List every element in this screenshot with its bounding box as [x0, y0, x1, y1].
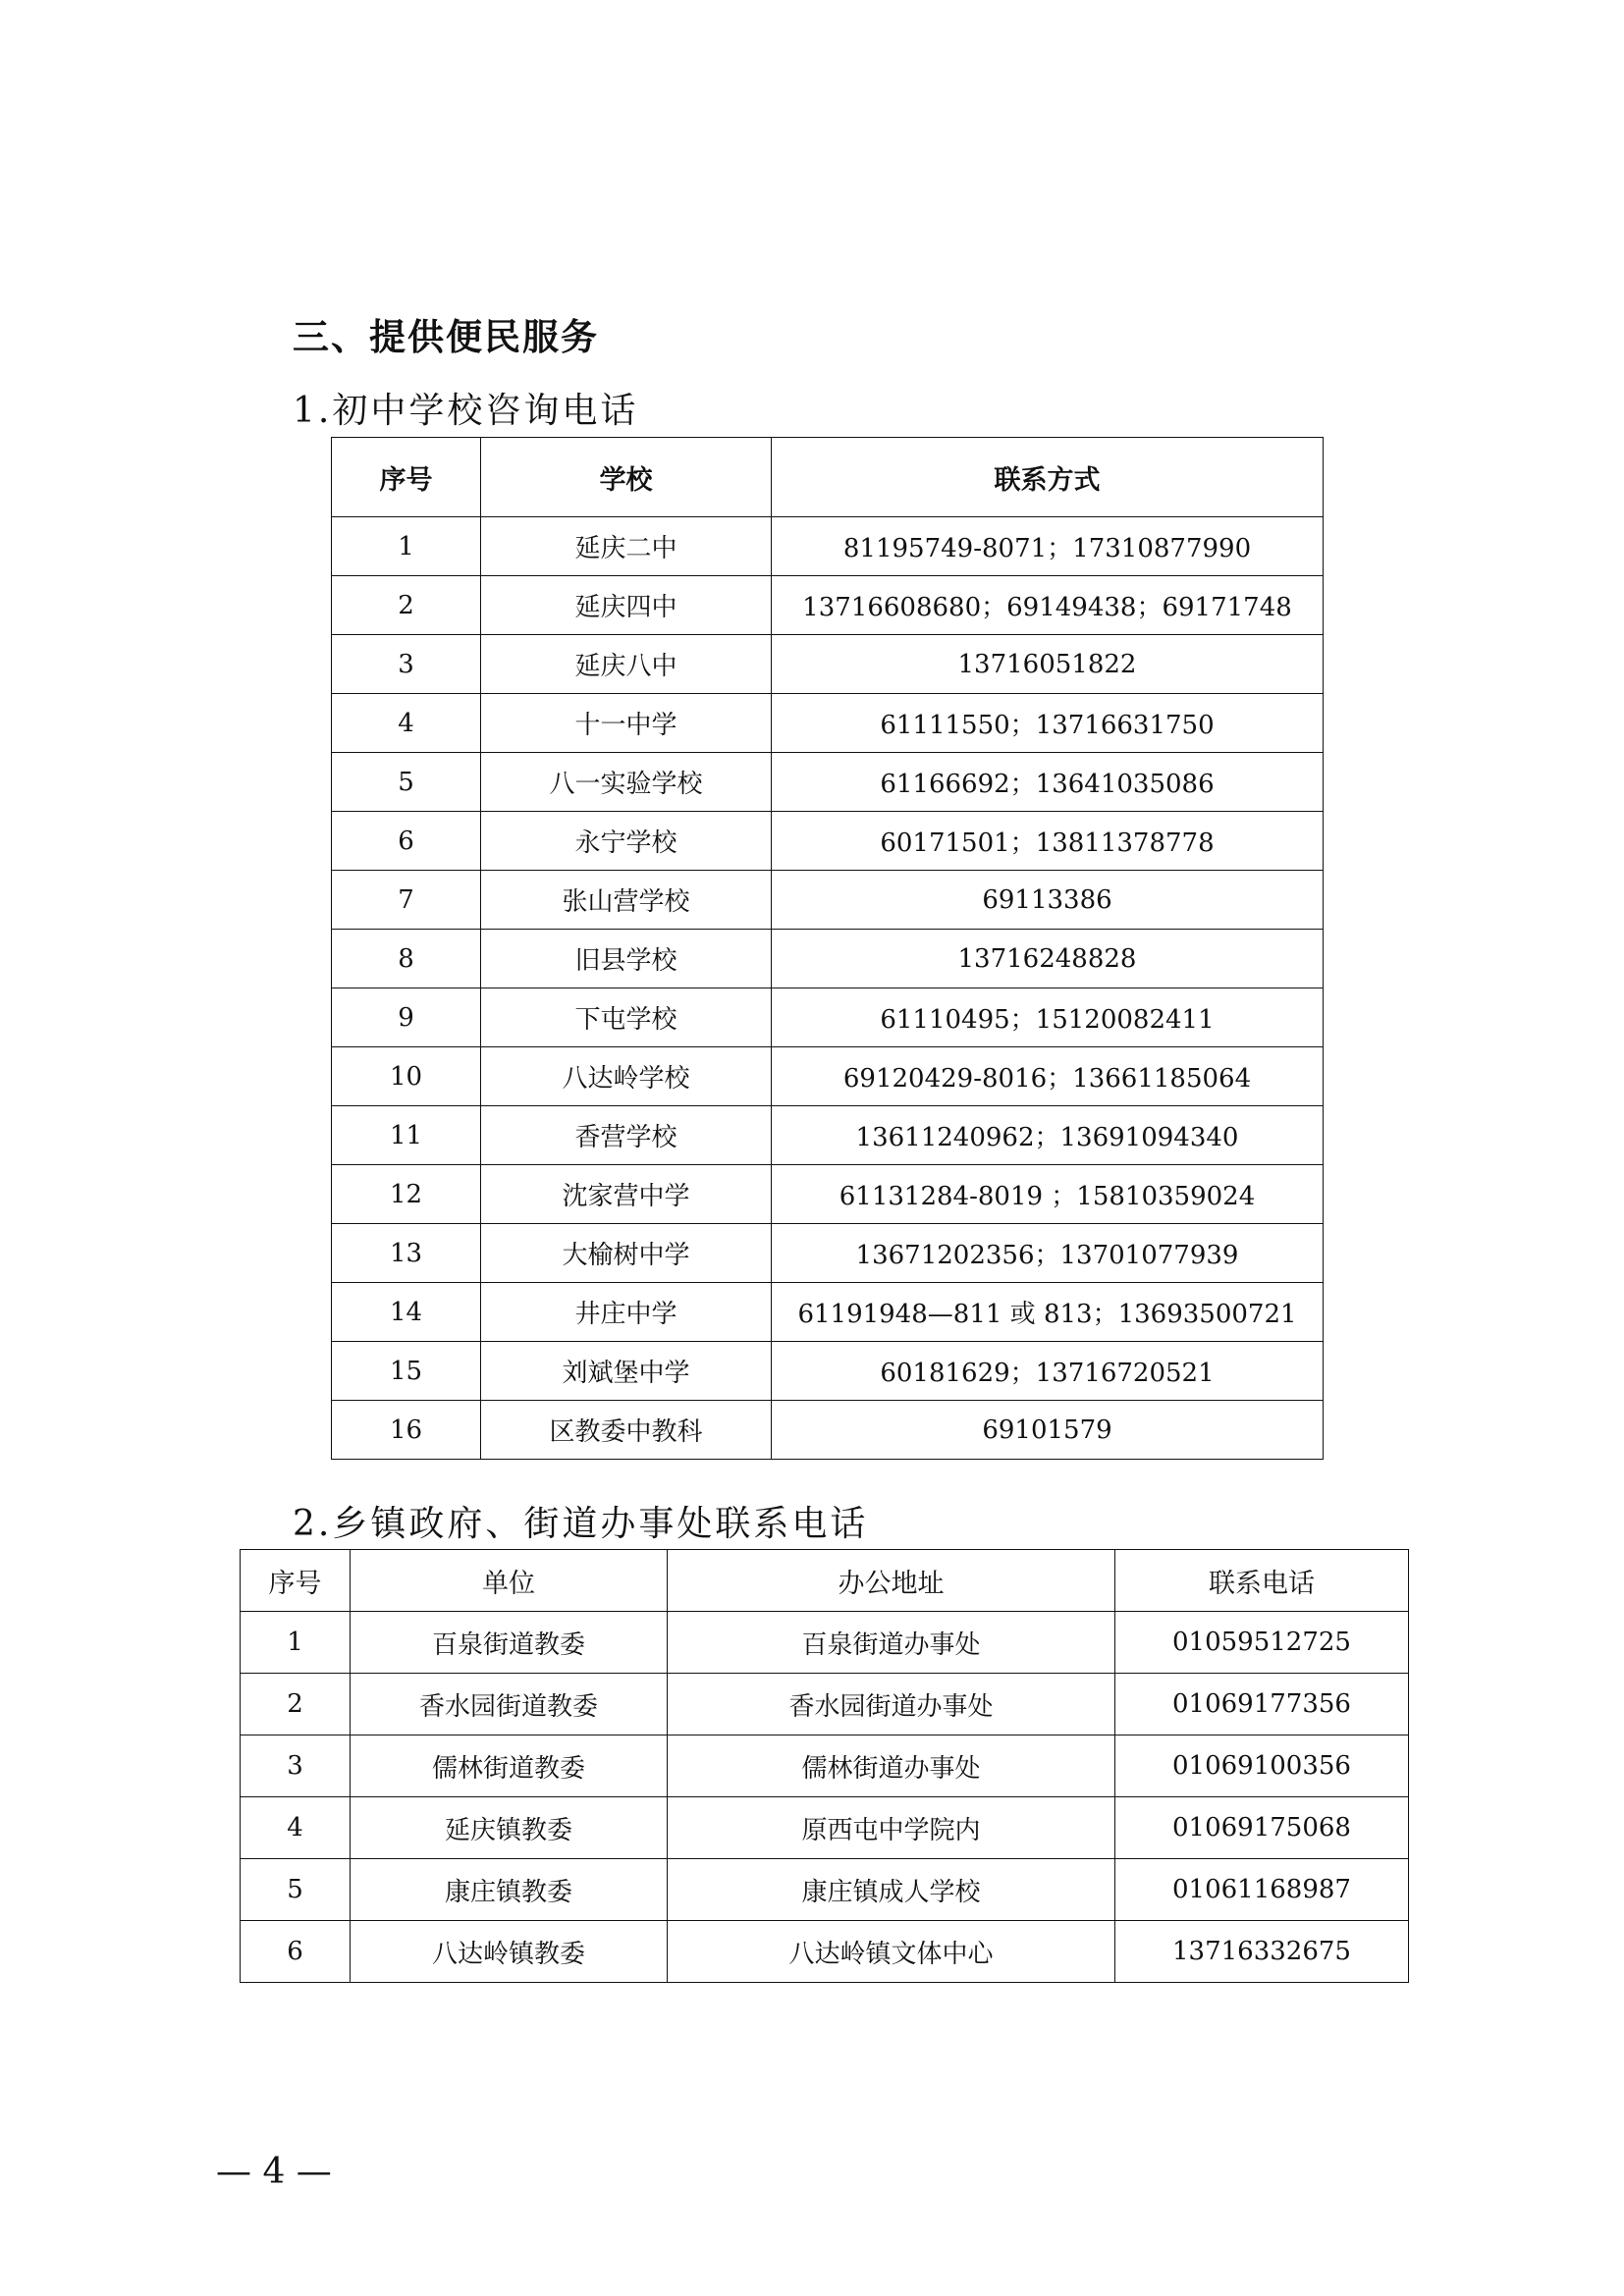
table-row [332, 1165, 1324, 1224]
cell-address: 原西屯中学院内 [668, 1797, 1115, 1859]
table-row [332, 988, 1324, 1047]
cell-school: 大榆树中学 [481, 1224, 772, 1283]
table-row [332, 1401, 1324, 1460]
cell-index: 6 [241, 1921, 351, 1983]
cell-school: 刘斌堡中学 [481, 1342, 772, 1401]
cell-school: 下屯学校 [481, 988, 772, 1047]
cell-school: 八达岭学校 [481, 1047, 772, 1106]
cell-contact: 61191948—811 或 813；13693500721 [772, 1283, 1324, 1342]
table2-body [241, 1612, 1409, 1983]
cell-school: 延庆四中 [481, 576, 772, 635]
cell-contact: 61131284-8019 ；15810359024 [772, 1165, 1324, 1224]
table-row [332, 1047, 1324, 1106]
table-row [332, 1342, 1324, 1401]
cell-school: 十一中学 [481, 694, 772, 753]
cell-contact: 81195749-8071；17310877990 [772, 517, 1324, 576]
cell-index: 5 [241, 1859, 351, 1921]
cell-index: 8 [332, 930, 481, 988]
table-row [332, 930, 1324, 988]
cell-contact: 61110495；15120082411 [772, 988, 1324, 1047]
cell-school: 延庆八中 [481, 635, 772, 694]
cell-address: 香水园街道办事处 [668, 1674, 1115, 1735]
cell-index: 3 [332, 635, 481, 694]
cell-index: 1 [241, 1612, 351, 1674]
cell-index: 4 [332, 694, 481, 753]
cell-unit: 百泉街道教委 [351, 1612, 668, 1674]
header-contact: 联系方式 [772, 438, 1324, 517]
cell-unit: 康庄镇教委 [351, 1859, 668, 1921]
cell-contact: 13671202356；13701077939 [772, 1224, 1324, 1283]
cell-phone: 13716332675 [1115, 1921, 1409, 1983]
cell-contact: 61166692；13641035086 [772, 753, 1324, 812]
table-row [241, 1921, 1409, 1983]
header-index: 序号 [332, 438, 481, 517]
cell-index: 4 [241, 1797, 351, 1859]
cell-contact: 69113386 [772, 871, 1324, 930]
cell-address: 儒林街道办事处 [668, 1735, 1115, 1797]
table-row [241, 1674, 1409, 1735]
cell-index: 13 [332, 1224, 481, 1283]
table2-title: 2.乡镇政府、街道办事处联系电话 [293, 1504, 869, 1544]
section-heading: 三、提供便民服务 [293, 316, 599, 358]
table-row [241, 1859, 1409, 1921]
table-row [241, 1612, 1409, 1674]
cell-school: 延庆二中 [481, 517, 772, 576]
table1-body [332, 517, 1324, 1460]
cell-index: 16 [332, 1401, 481, 1460]
cell-school: 旧县学校 [481, 930, 772, 988]
table-row [332, 517, 1324, 576]
cell-index: 2 [332, 576, 481, 635]
cell-contact: 60171501；13811378778 [772, 812, 1324, 871]
table-row [332, 576, 1324, 635]
cell-index: 9 [332, 988, 481, 1047]
cell-school: 八一实验学校 [481, 753, 772, 812]
table-row [332, 1106, 1324, 1165]
cell-contact: 13611240962；13691094340 [772, 1106, 1324, 1165]
table-row [332, 812, 1324, 871]
cell-contact: 60181629；13716720521 [772, 1342, 1324, 1401]
school-contact-table [331, 437, 1324, 1460]
cell-contact: 13716608680；69149438；69171748 [772, 576, 1324, 635]
cell-address: 八达岭镇文体中心 [668, 1921, 1115, 1983]
cell-phone: 01069175068 [1115, 1797, 1409, 1859]
cell-unit: 香水园街道教委 [351, 1674, 668, 1735]
cell-address: 百泉街道办事处 [668, 1612, 1115, 1674]
cell-phone: 01069100356 [1115, 1735, 1409, 1797]
table-row [332, 753, 1324, 812]
cell-phone: 01069177356 [1115, 1674, 1409, 1735]
header-address: 办公地址 [668, 1550, 1115, 1612]
cell-contact: 13716051822 [772, 635, 1324, 694]
header-index: 序号 [241, 1550, 351, 1612]
table1-title: 1.初中学校咨询电话 [293, 391, 639, 431]
cell-index: 2 [241, 1674, 351, 1735]
table-header-row [332, 438, 1324, 517]
cell-index: 1 [332, 517, 481, 576]
header-school: 学校 [481, 438, 772, 517]
cell-index: 11 [332, 1106, 481, 1165]
page-number: — 4 — [216, 2152, 332, 2192]
cell-index: 6 [332, 812, 481, 871]
cell-index: 3 [241, 1735, 351, 1797]
cell-school: 井庄中学 [481, 1283, 772, 1342]
cell-school: 香营学校 [481, 1106, 772, 1165]
table-row [332, 635, 1324, 694]
cell-index: 15 [332, 1342, 481, 1401]
table-row [332, 1283, 1324, 1342]
cell-phone: 01061168987 [1115, 1859, 1409, 1921]
cell-index: 12 [332, 1165, 481, 1224]
cell-school: 永宁学校 [481, 812, 772, 871]
cell-unit: 儒林街道教委 [351, 1735, 668, 1797]
table-row [332, 1224, 1324, 1283]
cell-index: 7 [332, 871, 481, 930]
cell-contact: 69101579 [772, 1401, 1324, 1460]
cell-school: 区教委中教科 [481, 1401, 772, 1460]
table-row [241, 1797, 1409, 1859]
cell-contact: 69120429-8016；13661185064 [772, 1047, 1324, 1106]
township-contact-table [240, 1549, 1409, 1983]
cell-unit: 延庆镇教委 [351, 1797, 668, 1859]
header-unit: 单位 [351, 1550, 668, 1612]
cell-contact: 13716248828 [772, 930, 1324, 988]
cell-school: 张山营学校 [481, 871, 772, 930]
cell-phone: 01059512725 [1115, 1612, 1409, 1674]
cell-index: 14 [332, 1283, 481, 1342]
cell-index: 10 [332, 1047, 481, 1106]
cell-unit: 八达岭镇教委 [351, 1921, 668, 1983]
cell-school: 沈家营中学 [481, 1165, 772, 1224]
table-header-row [241, 1550, 1409, 1612]
header-phone: 联系电话 [1115, 1550, 1409, 1612]
table-row [241, 1735, 1409, 1797]
cell-address: 康庄镇成人学校 [668, 1859, 1115, 1921]
cell-index: 5 [332, 753, 481, 812]
table-row [332, 871, 1324, 930]
cell-contact: 61111550；13716631750 [772, 694, 1324, 753]
table-row [332, 694, 1324, 753]
